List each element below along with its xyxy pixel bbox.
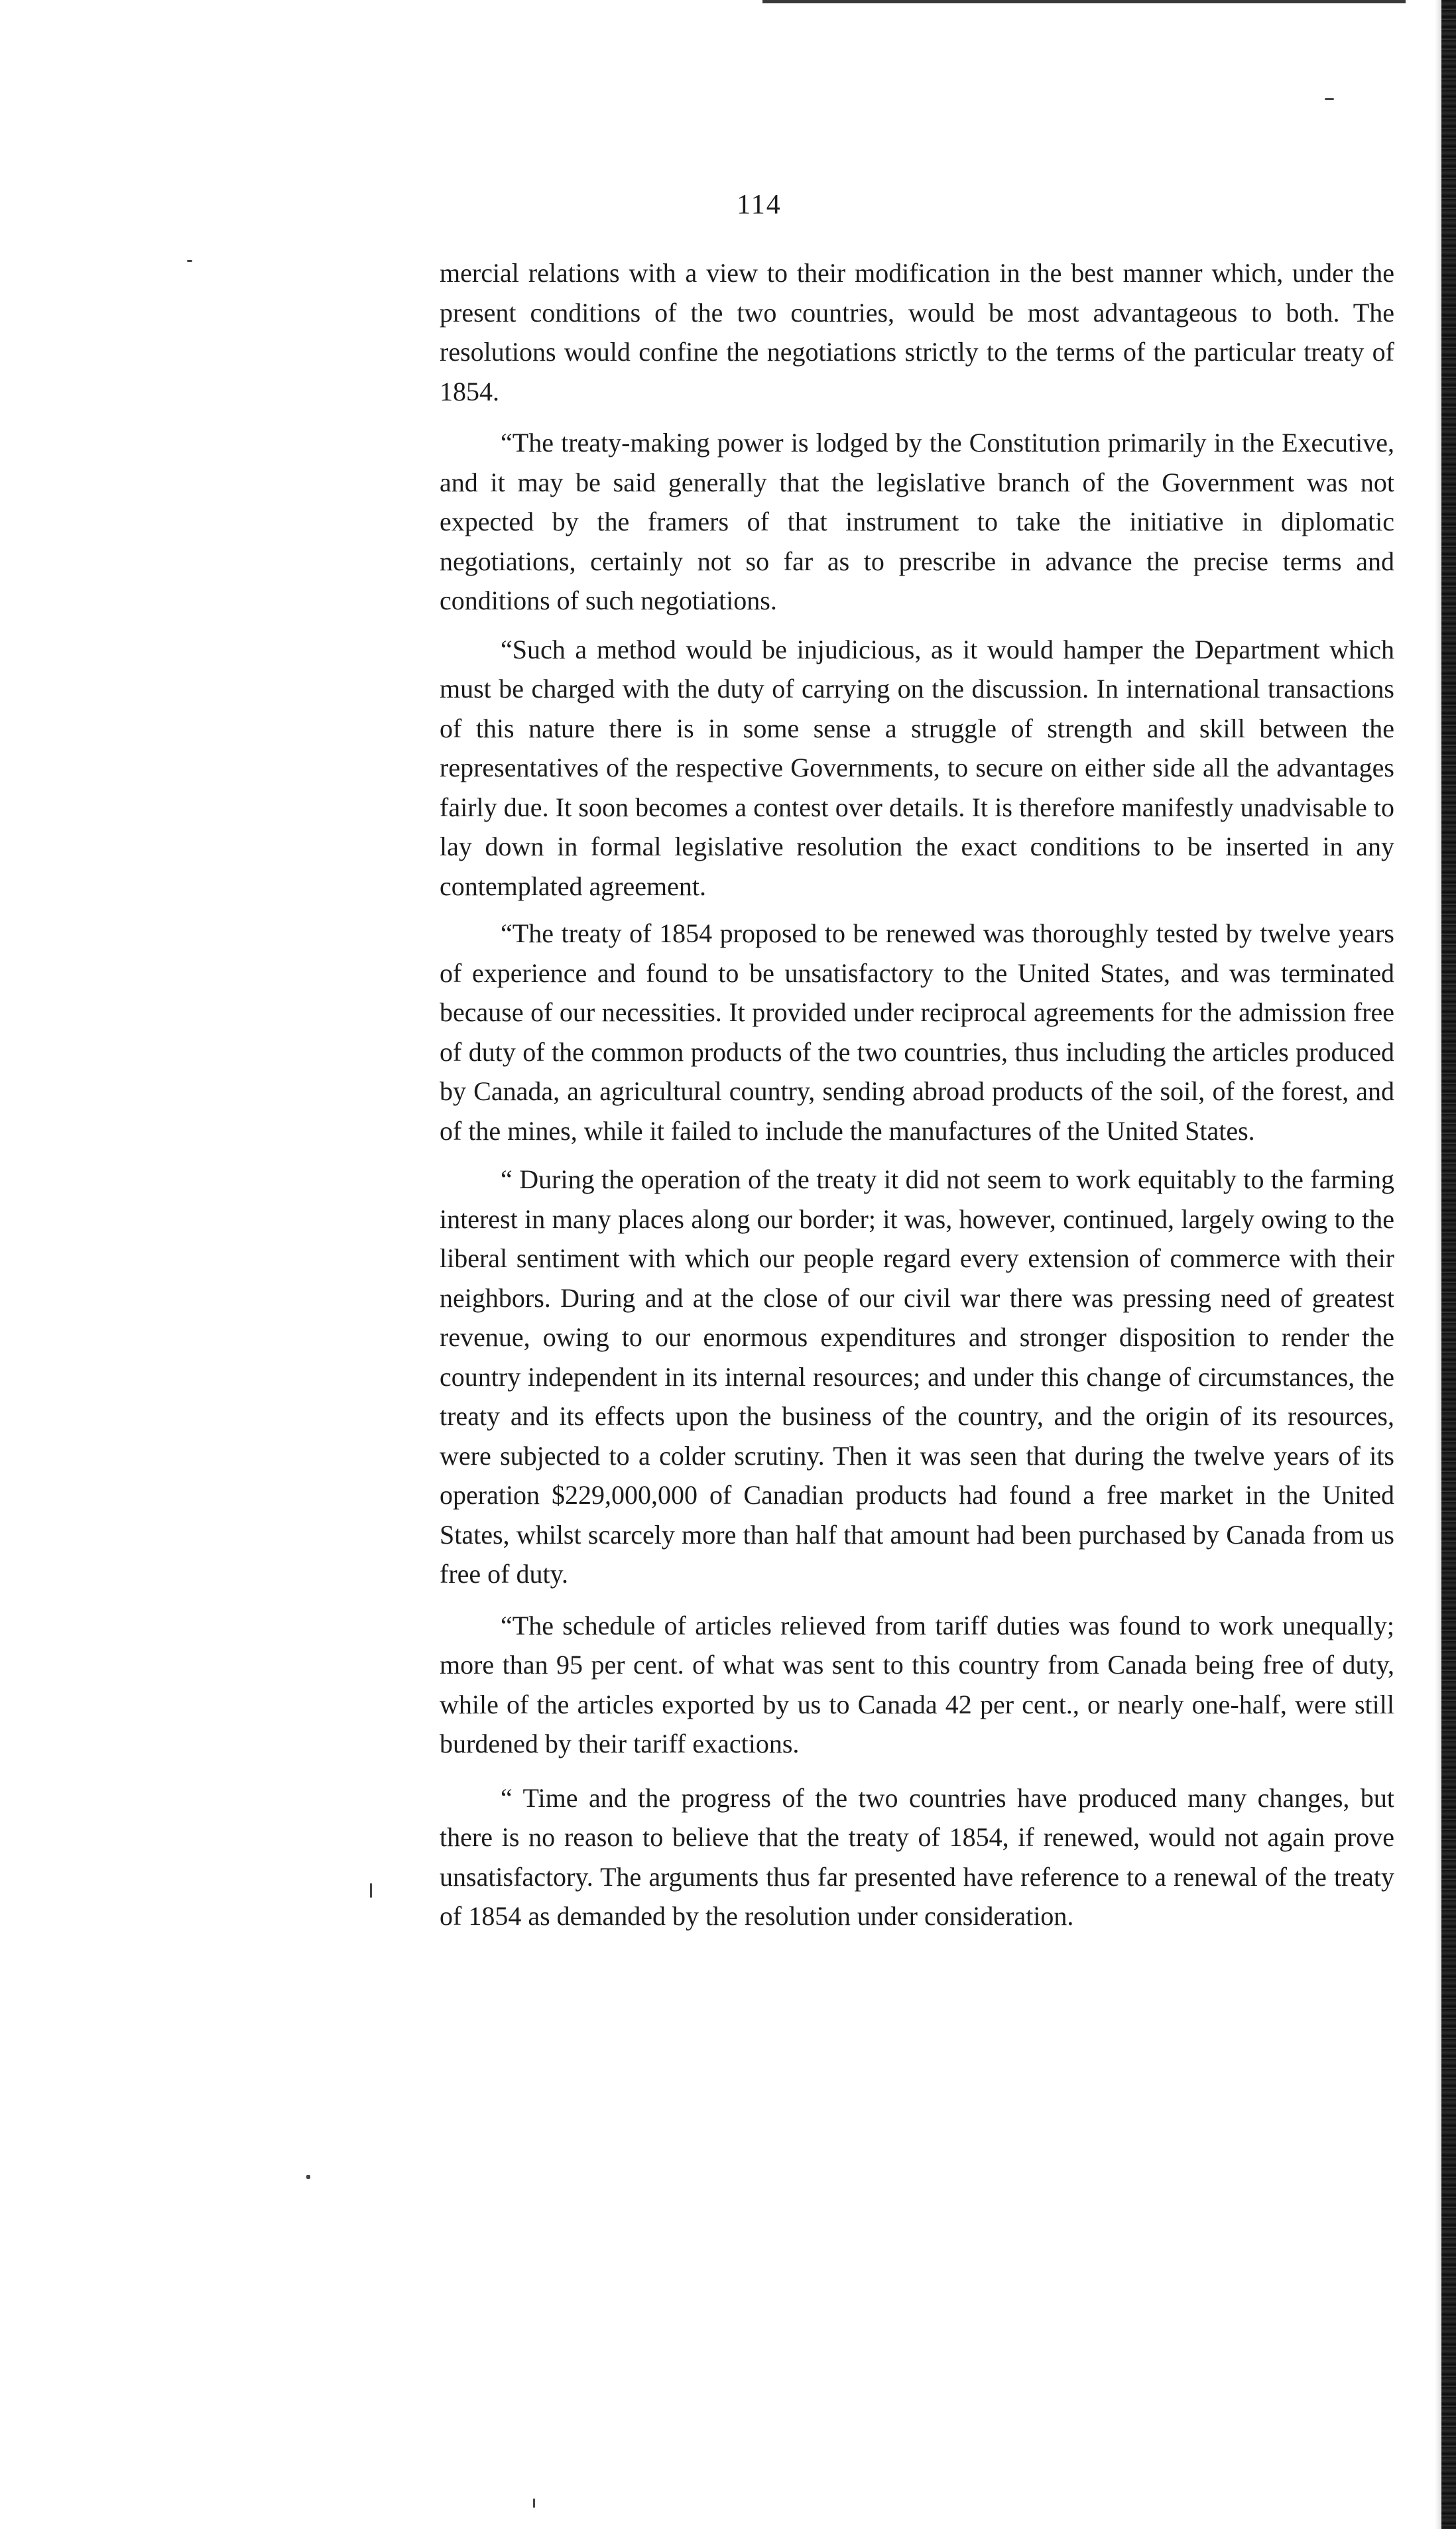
paragraph: “Such a method would be injudicious, as it would hamper the Department which must be charged with the duty of carrying on the discussion. In international transactions of this nature there is in some sense a struggle of strength and skill between the representatives of the respective Governments, to secure on either side all the advantages fairly due. It soon becomes a contest over details. It is therefore manifestly unadvisable to lay down in formal legislative resolution the exact conditions to be inserted in any contemplated agreement. (440, 634, 1394, 901)
paragraph: “ During the operation of the treaty it did not seem to work equitably to the farming interest in many places along our border; it was, however, continued, largely owing to the liberal sentiment with which our people regard every extension of commerce with their neighbors. During and at the close of our civil war there was pressing need of greatest revenue, owing to our enormous expenditures and stronger disposition to render the country independent in its internal resources; and under this change of circumstances, the treaty and its effects upon the business of the country, and the origin of its resources, were subjected to a colder scrutiny. Then it was seen that during the twelve years of its operation $229,000,000 of Canadian products had found a free market in the United States, whilst scarcely more than half that amount had been purchased by Canada from us free of duty. (440, 1164, 1394, 1589)
scan-speck (370, 1883, 372, 1898)
paragraph: mercial relations with a view to their modification in the best manner which, under the present conditions of the two countries, would be most advantageous to both. The resolutions would confine the negotiations strictly to the terms of the particular treaty of 1854. (440, 258, 1394, 406)
paragraph: “ Time and the progress of the two countries have produced many changes, but there is no reason to believe that the treaty of 1854, if renewed, would not again prove unsatisfactory. The arguments thus far presented have reference to a renewal of the treaty of 1854 as demanded by the resolution under consideration. (440, 1782, 1394, 1931)
scan-speck (533, 2498, 535, 2508)
paragraph: “The treaty-making power is lodged by the Constitution primarily in the Executive, and it may be said generally that the legislative branch of the Government was not expected by the framers of that instrument to take the initiative in diplomatic negotiations, certainly not so far as to prescribe in advance the precise terms and conditions of such negotiations. (440, 428, 1394, 615)
book-binding-edge (1441, 0, 1456, 2529)
body-text (440, 253, 1394, 1936)
page-number: 114 (737, 190, 782, 220)
scan-speck (1325, 98, 1334, 100)
scan-speck (187, 260, 192, 262)
top-edge-rule (762, 0, 1406, 3)
paragraph: “The treaty of 1854 proposed to be renewed was thoroughly tested by twelve years of experience and found to be unsatisfactory to the United States, and was terminated because of our necessities. It provided under reciprocal agreements for the admission free of duty of the common products of the two countries, thus including the articles produced by Canada, an agricultural country, sending abroad products of the soil, of the forest, and of the mines, while it failed to include the manufactures of the United States. (440, 918, 1394, 1146)
paragraph: “The schedule of articles relieved from tariff duties was found to work unequally; more than 95 per cent. of what was sent to this country from Canada being free of duty, while of the articles exported by us to Canada 42 per cent., or nearly one-half, were still burdened by their tariff exactions. (440, 1610, 1394, 1758)
page-edge-shadow (1435, 0, 1441, 2529)
scan-speck (306, 2175, 310, 2179)
